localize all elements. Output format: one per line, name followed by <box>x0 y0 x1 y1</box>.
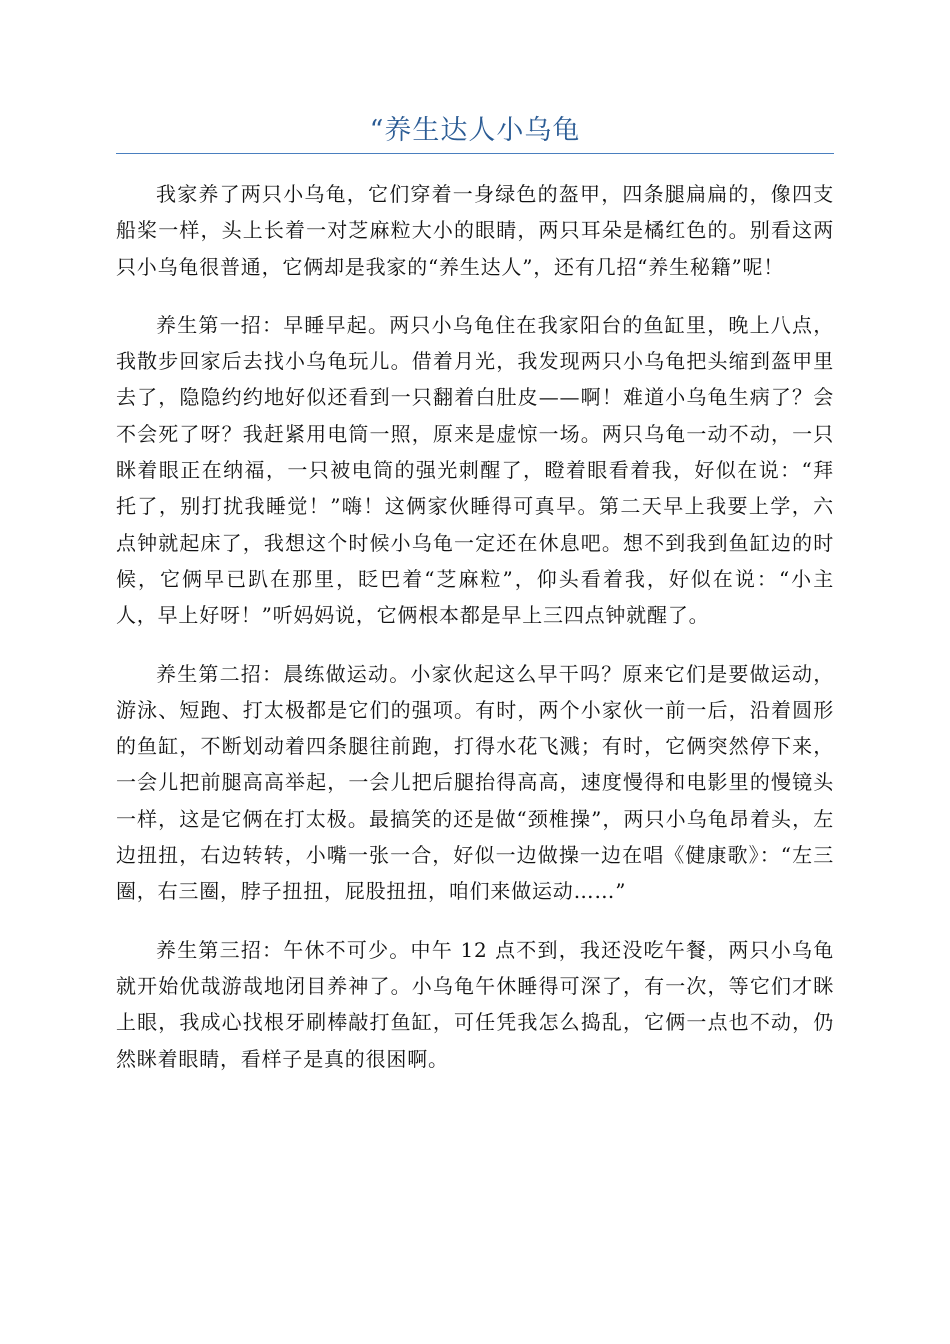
title-underline <box>116 153 834 154</box>
document-title: “养生达人小乌龟 <box>369 115 581 146</box>
paragraph-tip-one: 养生第一招：早睡早起。两只小乌龟住在我家阳台的鱼缸里，晚上八点，我散步回家后去找小乌龟玩儿。借着月光，我发现两只小乌龟把头缩到盔甲里去了，隐隐约约地好似还看到一只翻着白肚皮——啊！难道小乌龟生病了？会不会死了呀？我赶紧用电筒一照，原来是虚惊一场。两只乌龟一动不动，一只眯着眼正在纳福，一只被电筒的强光刺醒了，瞪着眼看着我，好似在说：“拜托了，别打扰我睡觉！”嗨！这俩家伙睡得可真早。第二天早上我要上学，六点钟就起床了，我想这个时候小乌龟一定还在休息吧。想不到我到鱼缸边的时候，它俩早已趴在那里，眨巴着“芝麻粒”，仰头看着我，好似在说：“小主人，早上好呀！”听妈妈说，它俩根本都是早上三四点钟就醒了。 <box>116 312 834 628</box>
paragraph-tip-two: 养生第二招：晨练做运动。小家伙起这么早干吗？原来它们是要做运动，游泳、短跑、打太极都是它们的强项。有时，两个小家伙一前一后，沿着圆形的鱼缸，不断划动着四条腿往前跑，打得水花飞溅；有时，它俩突然停下来，一会儿把前腿高高举起，一会儿把后腿抬得高高，速度慢得和电影里的慢镜头一样，这是它俩在打太极。最搞笑的还是做“颈椎操”，两只小乌龟昂着头，左边扭扭，右边转转，小嘴一张一合，好似一边做操一边在唱《健康歌》：“左三圈，右三圈，脖子扭扭，屁股扭扭，咱们来做运动……” <box>116 661 834 904</box>
paragraph-intro: 我家养了两只小乌龟，它们穿着一身绿色的盔甲，四条腿扁扁的，像四支船桨一样，头上长着一对芝麻粒大小的眼睛，两只耳朵是橘红色的。别看这两只小乌龟很普通，它俩却是我家的“养生达人”，还有几招“养生秘籍”呢！ <box>116 182 834 279</box>
paragraph-tip-three: 养生第三招：午休不可少。中午 12 点不到，我还没吃午餐，两只小乌龟就开始优哉游哉地闭目养神了。小乌龟午休睡得可深了，有一次，等它们才眯上眼，我成心找根牙刷棒敲打鱼缸，可任凭我怎么捣乱，它俩一点也不动，仍然眯着眼睛，看样子是真的很困啊。 <box>116 937 834 1071</box>
document-body <box>116 176 834 1099</box>
